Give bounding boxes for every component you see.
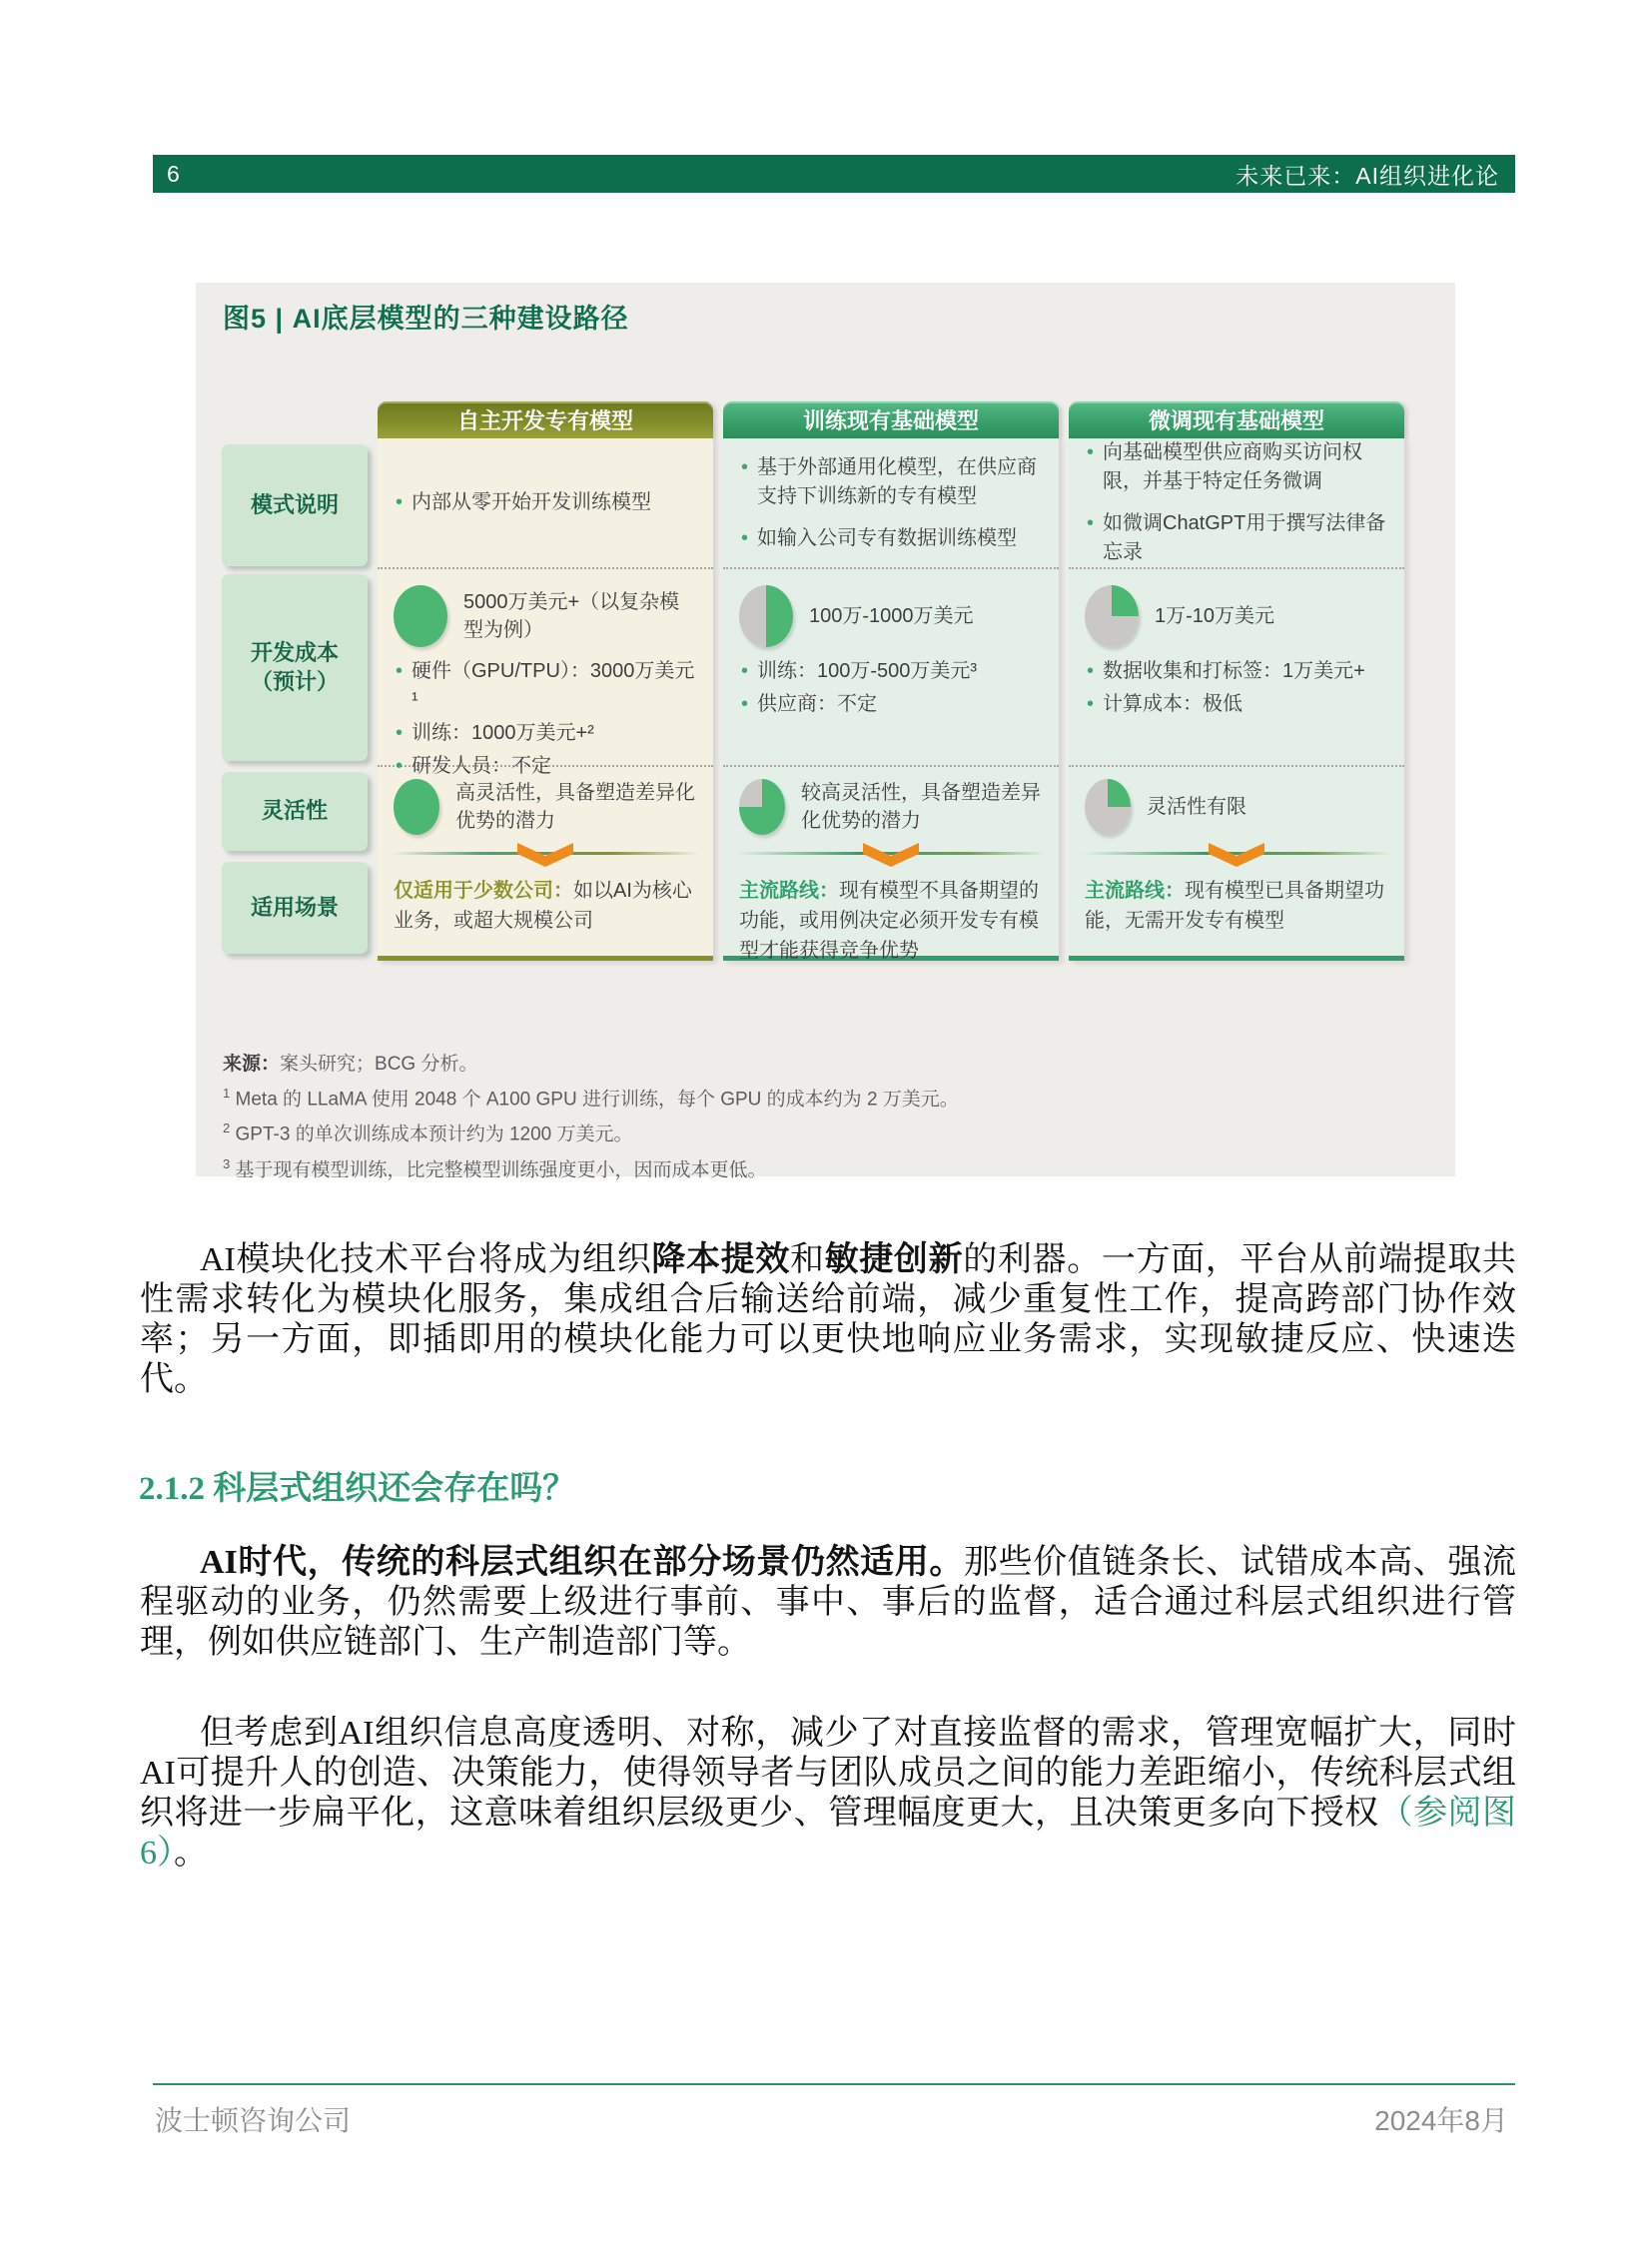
scenario-lead: 仅适用于少数公司： [394, 880, 573, 902]
footer-date: 2024年8月 [1374, 2105, 1508, 2136]
row-label-flexibility: 灵活性 [222, 772, 368, 851]
cost-headline: 1万-10万美元 [1155, 605, 1275, 627]
source-note: 来源：案头研究；BCG 分析。 [223, 1054, 478, 1075]
cost-pie-icon [394, 585, 447, 647]
column-header: 自主开发专有模型 [378, 401, 713, 438]
page-footer [155, 2099, 1508, 2139]
cost-section [1069, 569, 1404, 767]
figure-title: 图5 | AI底层模型的三种建设路径 [223, 304, 629, 334]
bullet-item: • 训练：1000万美元+² [394, 719, 697, 748]
flexibility-text: 高灵活性，具备塑造差异化优势的潜力 [455, 782, 695, 832]
bullet-item: • 如输入公司专有数据训练模型 [739, 524, 1043, 553]
scenario-text: 现有模型不具备期望的功能，或用例决定必须开发专有模型才能获得竞争优势 [739, 880, 1039, 962]
bullet-item: • 向基础模型供应商购买访问权限，并基于特定任务微调 [1085, 438, 1388, 496]
flexibility-section [723, 767, 1059, 854]
figure-notes [223, 1050, 959, 1184]
footnote: $^3$ 基于现有模型训练，比完整模型训练强度更小，因而成本更低。 [223, 1155, 767, 1180]
section-heading: 2.1.2 科层式组织还会存在吗？ [139, 1471, 576, 1507]
mode-section [378, 438, 713, 569]
cost-section [723, 569, 1059, 767]
scenario-lead: 主流路线： [1085, 880, 1185, 902]
row-label-mode: 模式说明 [222, 444, 368, 566]
figure-panel [196, 283, 1455, 1180]
bullet-item: • 数据收集和打标签：1万美元+ [1085, 657, 1388, 686]
flexibility-pie-icon [394, 779, 439, 835]
flexibility-pie-icon [1085, 779, 1131, 835]
column-train-existing [723, 401, 1059, 961]
page-number: 6 [167, 160, 180, 187]
footnote: $^2$ GPT-3 的单次训练成本预计约为 1200 万美元。 [223, 1120, 633, 1145]
body-paragraph-2: AI时代，传统的科层式组织在部分场景仍然适用。那些价值链条长、试错成本高、强流程驱动的业务，仍然需要上级进行事前、事中、事后的监督，适合通过科层式组织进行管理，例如供应链部门、生产制造部门等。 [140, 1544, 1517, 1661]
flexibility-text: 较高灵活性，具备塑造差异化优势的潜力 [801, 782, 1041, 832]
column-header: 微调现有基础模型 [1069, 401, 1404, 438]
cost-headline: 100万-1000万美元 [809, 605, 974, 627]
column-header: 训练现有基础模型 [723, 401, 1059, 438]
mode-section [1069, 438, 1404, 569]
scenario-section [723, 854, 1059, 966]
report-title: 未来已来：AI组织进化论 [1236, 162, 1499, 189]
row-label-scenario: 适用场景 [222, 862, 368, 954]
cost-headline: 5000万美元+（以复杂模型为例） [463, 591, 680, 641]
cost-pie-icon [1085, 585, 1139, 647]
mode-section [723, 438, 1059, 569]
row-label-cost: 开发成本 （预计） [222, 574, 368, 761]
bullet-item: • 供应商：不定 [739, 690, 1043, 719]
column-self-develop [378, 401, 713, 961]
flexibility-section [1069, 767, 1404, 854]
scenario-lead: 主流路线： [739, 880, 839, 902]
scenario-text: 如以AI为核心业务，或超大规模公司 [394, 880, 692, 932]
column-finetune-existing [1069, 401, 1404, 961]
bullet-item: • 计算成本：极低 [1085, 690, 1388, 719]
bullet-item: • 内部从零开始开发训练模型 [394, 488, 697, 517]
bullet-item: • 训练：100万-500万美元³ [739, 657, 1043, 686]
figure-reference-link[interactable]: （参阅图6） [140, 1795, 1517, 1871]
page-header-bar [153, 155, 1515, 193]
bullet-item: • 如微调ChatGPT用于撰写法律备忘录 [1085, 509, 1388, 567]
bullet-item: • 研发人员：不定 [394, 752, 697, 781]
flexibility-pie-icon [739, 779, 785, 835]
bullet-item: • 硬件（GPU/TPU）：3000万美元¹ [394, 657, 697, 715]
footer-company: 波士顿咨询公司 [155, 2105, 352, 2136]
flexibility-text: 灵活性有限 [1147, 796, 1246, 818]
footnote: $^1$ Meta 的 LLaMA 使用 2048 个 A100 GPU 进行训练，每个 GPU 的成本约为 2 万美元。 [223, 1086, 959, 1111]
chevron-down-icon [863, 843, 919, 867]
chevron-down-icon [1209, 843, 1264, 867]
footer-rule [153, 2083, 1515, 2085]
body-paragraph-3: 但考虑到AI组织信息高度透明、对称，减少了对直接监督的需求，管理宽幅扩大，同时AI可提升人的创造、决策能力，使得领导者与团队成员之间的能力差距缩小，传统科层式组织将进一步扁平化，这意味着组织层级更少、管理幅度更大，且决策更多向下授权（参阅图6）。 [140, 1715, 1517, 1871]
bullet-item: • 基于外部通用化模型，在供应商支持下训练新的专有模型 [739, 453, 1043, 511]
body-paragraph-1: AI模块化技术平台将成为组织降本提效和敏捷创新的利器。一方面，平台从前端提取共性需求转化为模块化服务，集成组合后输送给前端，减少重复性工作，提高跨部门协作效率；另一方面，即插即用的模块化能力可以更快地响应业务需求，实现敏捷反应、快速迭代。 [140, 1241, 1517, 1398]
chevron-down-icon [517, 843, 573, 867]
cost-section [378, 569, 713, 777]
cost-pie-icon [739, 585, 793, 647]
scenario-text: 现有模型已具备期望功能，无需开发专有模型 [1085, 880, 1384, 932]
